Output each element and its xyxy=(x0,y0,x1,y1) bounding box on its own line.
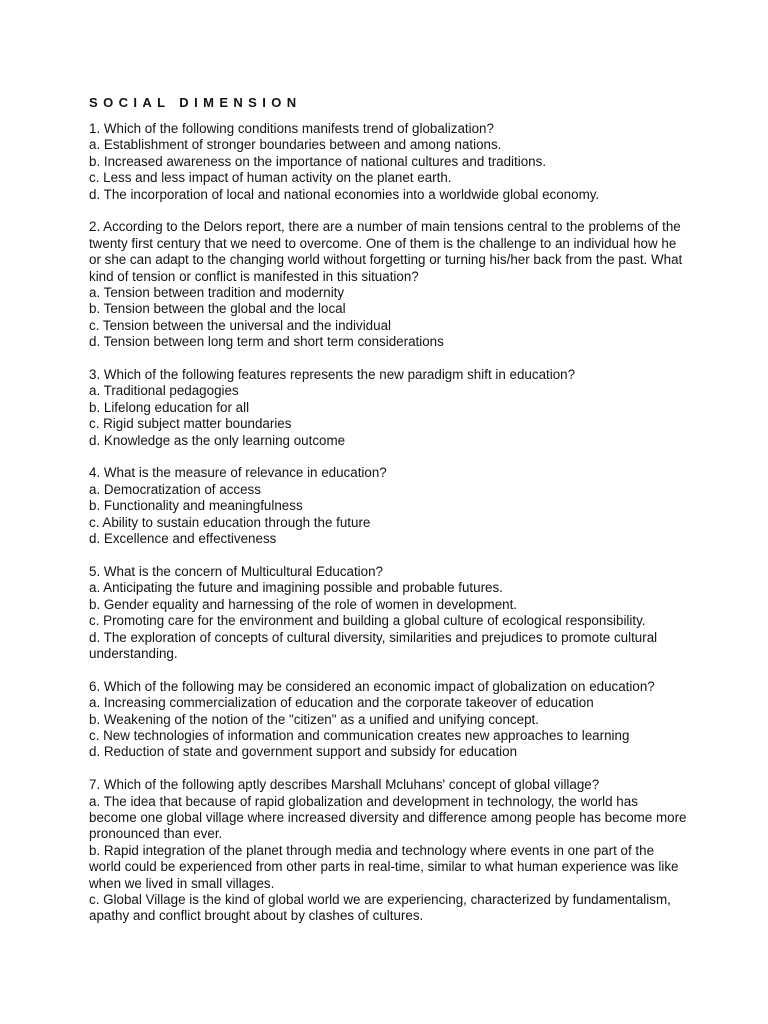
answer-option-d: d. The incorporation of local and national economies into a worldwide global economy. xyxy=(89,186,600,202)
question-4 xyxy=(89,465,689,547)
answer-option-c: c. Global Village is the kind of global world we are experiencing, characterized by fundamentalism, apathy and conflict brought about by clashes of cultures. xyxy=(89,892,671,924)
answer-option-c: c. Ability to sustain education through the future xyxy=(89,514,371,530)
answer-option-b: b. Functionality and meaningfulness xyxy=(89,498,303,514)
question-1 xyxy=(89,121,689,203)
answer-option-c: c. Rigid subject matter boundaries xyxy=(89,416,292,432)
answer-option-b: b. Gender equality and harnessing of the role of women in development. xyxy=(89,596,518,612)
answer-option-a: a. Anticipating the future and imagining possible and probable futures. xyxy=(89,580,503,596)
answer-option-a: a. Traditional pedagogies xyxy=(89,383,239,399)
question-stem: 1. Which of the following conditions manifests trend of globalization? xyxy=(89,121,494,136)
answer-option-a: a. Increasing commercialization of education and the corporate takeover of education xyxy=(89,695,594,711)
answer-option-d: d. Knowledge as the only learning outcome xyxy=(89,432,346,448)
answer-option-b: b. Rapid integration of the planet through media and technology where events in one part of the world could be experienced from other parts in real-time, similar to what human experience was like when we lived in small villages. xyxy=(89,842,679,891)
question-stem: 4. What is the measure of relevance in education? xyxy=(89,465,387,481)
question-5 xyxy=(89,564,689,662)
answer-option-d: d. Excellence and effectiveness xyxy=(89,531,277,547)
answer-option-b: b. Tension between the global and the local xyxy=(89,301,346,317)
answer-option-a: a. Democratization of access xyxy=(89,481,261,497)
question-stem: 7. Which of the following aptly describes Marshall Mcluhans' concept of global village? xyxy=(89,777,600,793)
answer-option-d: d. Tension between long term and short term considerations xyxy=(89,334,444,350)
answer-option-c: c. Tension between the universal and the individual xyxy=(89,317,391,333)
answer-option-b: b. Lifelong education for all xyxy=(89,399,250,415)
question-stem: 5. What is the concern of Multicultural Education? xyxy=(89,563,383,579)
answer-option-a: a. Establishment of stronger boundaries between and among nations. xyxy=(89,137,502,153)
question-7 xyxy=(89,777,689,925)
answer-option-b: b. Increased awareness on the importance of national cultures and traditions. xyxy=(89,153,547,169)
question-3 xyxy=(89,367,689,449)
answer-option-c: c. New technologies of information and communication creates new approaches to learning xyxy=(89,727,630,743)
question-stem: 6. Which of the following may be considered an economic impact of globalization on education? xyxy=(89,678,655,694)
answer-option-c: c. Less and less impact of human activity on the planet earth. xyxy=(89,170,452,186)
answer-option-a: a. Tension between tradition and modernity xyxy=(89,285,345,301)
question-stem: 2. According to the Delors report, there are a number of main tensions central to the problems of the twenty first century that we need to overcome. One of them is the challenge to an individual how he or she can adapt to the changing world without forgetting or turning his/her back from the past. What kind of tension or conflict is manifested in this situation? xyxy=(89,219,683,284)
question-stem: 3. Which of the following features represents the new paradigm shift in education? xyxy=(89,367,576,383)
question-6 xyxy=(89,679,689,761)
answer-option-d: d. Reduction of state and government support and subsidy for education xyxy=(89,744,518,760)
page-title: SOCIAL DIMENSION xyxy=(89,95,302,110)
answer-option-c: c. Promoting care for the environment and building a global culture of ecological responsibility. xyxy=(89,613,646,629)
question-2 xyxy=(89,219,689,350)
answer-option-b: b. Weakening of the notion of the "citizen" as a unified and unifying concept. xyxy=(89,711,539,727)
document-content xyxy=(89,95,689,941)
answer-option-d: d. The exploration of concepts of cultural diversity, similarities and prejudices to promote cultural understanding. xyxy=(89,629,658,661)
answer-option-a: a. The idea that because of rapid globalization and development in technology, the world has become one global village where increased diversity and difference among people has become more pronounced than ever. xyxy=(89,793,687,842)
